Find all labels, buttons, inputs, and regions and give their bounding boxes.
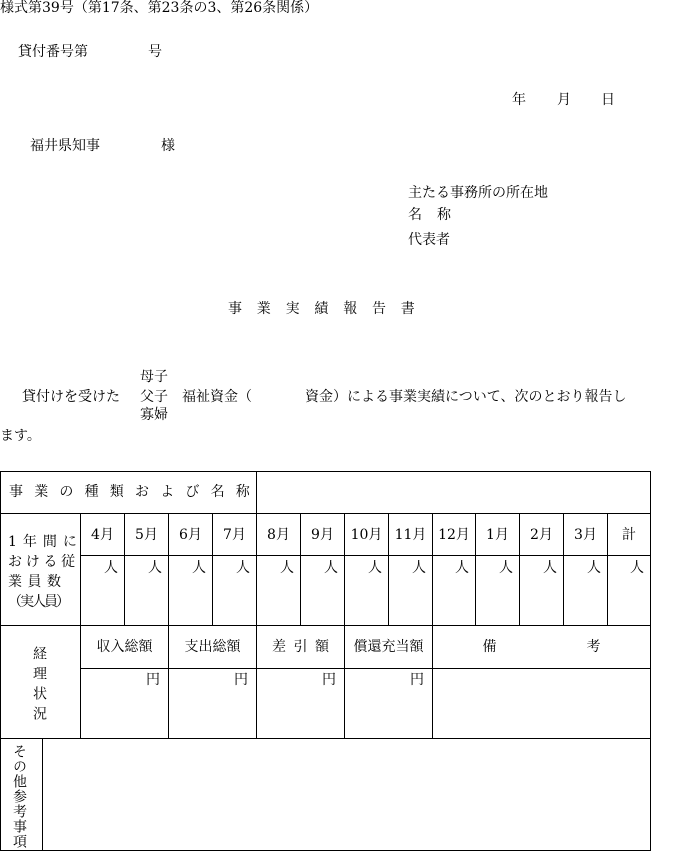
month-header-jan: 1月 — [475, 513, 519, 555]
employees-value-cell — [212, 555, 256, 625]
body-continuation: ます。 — [0, 428, 41, 444]
loan-number-suffix: 号 — [148, 44, 162, 60]
addressee-honorific: 様 — [161, 138, 175, 154]
yen-unit: 円 — [146, 672, 160, 688]
office-address-label: 主たる事務所の所在地 — [408, 185, 548, 201]
person-unit: 人 — [455, 560, 469, 576]
employees-total-cell — [607, 555, 650, 625]
employees-label-line: 1年間に — [8, 534, 83, 550]
fund-prefix-text: 福祉資金（ — [182, 389, 252, 405]
loan-number-prefix: 貸付番号第 — [18, 44, 88, 60]
person-unit: 人 — [280, 560, 294, 576]
employees-value-cell — [519, 555, 563, 625]
employees-value-cell — [475, 555, 519, 625]
employees-value-cell — [256, 555, 300, 625]
employees-label — [8, 532, 83, 612]
applicant-name-label: 名称 — [408, 207, 466, 223]
person-unit: 人 — [324, 560, 338, 576]
accounting-label-cell — [0, 625, 80, 738]
employees-value-cell — [344, 555, 388, 625]
other-notes-label: その他参考事項 — [11, 744, 27, 849]
report-table — [0, 471, 691, 851]
person-unit: 人 — [499, 560, 513, 576]
date-month-label: 月 — [557, 92, 571, 108]
yen-unit: 円 — [322, 672, 336, 688]
repayment-amount-cell — [344, 668, 432, 738]
month-header-total: 計 — [607, 513, 650, 555]
document-title: 事業実績報告書 — [228, 301, 430, 317]
employees-value-cell — [563, 555, 607, 625]
employees-label-line: おける従 — [8, 554, 79, 570]
employees-value-cell — [300, 555, 344, 625]
income-total-cell — [80, 668, 168, 738]
yen-unit: 円 — [410, 672, 424, 688]
representative-label: 代表者 — [408, 232, 450, 248]
month-header-feb: 2月 — [519, 513, 563, 555]
month-header-apr: 4月 — [80, 513, 124, 555]
person-unit: 人 — [630, 560, 644, 576]
month-header-aug: 8月 — [256, 513, 300, 555]
fund-suffix-text: 資金）による事業実績について、次のとおり報告し — [305, 389, 627, 405]
employees-label-cell — [0, 513, 83, 625]
balance-header: 差引額 — [256, 625, 344, 668]
date-day-label: 日 — [601, 92, 615, 108]
employees-value-cell — [388, 555, 432, 625]
person-unit: 人 — [543, 560, 557, 576]
person-unit: 人 — [192, 560, 206, 576]
employees-label-line: （実人員） — [8, 594, 68, 610]
month-header-sep: 9月 — [300, 513, 344, 555]
expense-total-header: 支出総額 — [168, 625, 256, 668]
employees-value-cell — [124, 555, 168, 625]
month-header-jun: 6月 — [168, 513, 212, 555]
person-unit: 人 — [236, 560, 250, 576]
body-lead-text: 貸付けを受けた — [22, 389, 120, 405]
business-value-cell — [256, 471, 650, 513]
business-label: 事業の種類および名称 — [9, 484, 261, 500]
month-header-dec: 12月 — [432, 513, 475, 555]
fund-type-kafu: 寡婦 — [140, 407, 168, 423]
fund-type-boshi: 母子 — [140, 369, 168, 385]
month-header-may: 5月 — [124, 513, 168, 555]
business-label-cell — [0, 471, 261, 513]
yen-unit: 円 — [234, 672, 248, 688]
repayment-amount-header: 償還充当額 — [344, 625, 432, 668]
month-header-jul: 7月 — [212, 513, 256, 555]
remarks-header: 備考 — [432, 625, 650, 668]
remarks-cell — [432, 668, 650, 738]
person-unit: 人 — [368, 560, 382, 576]
expense-total-cell — [168, 668, 256, 738]
employees-value-cell — [168, 555, 212, 625]
other-notes-cell — [42, 738, 650, 850]
balance-cell — [256, 668, 344, 738]
month-header-nov: 11月 — [388, 513, 432, 555]
income-total-header: 収入総額 — [80, 625, 168, 668]
fund-type-fushi: 父子 — [140, 389, 168, 405]
employees-value-cell — [432, 555, 475, 625]
date-year-label: 年 — [512, 92, 526, 108]
employees-label-line: 業員数 — [8, 574, 67, 590]
form-number: 様式第39号（第17条、第23条の3、第26条関係） — [0, 0, 319, 16]
person-unit: 人 — [412, 560, 426, 576]
addressee-name: 福井県知事 — [30, 138, 100, 154]
person-unit: 人 — [148, 560, 162, 576]
month-header-mar: 3月 — [563, 513, 607, 555]
person-unit: 人 — [104, 560, 118, 576]
person-unit: 人 — [587, 560, 601, 576]
accounting-label: 経理状況 — [31, 646, 47, 726]
other-notes-label-cell — [0, 738, 42, 850]
employees-value-cell — [80, 555, 124, 625]
month-header-oct: 10月 — [344, 513, 388, 555]
